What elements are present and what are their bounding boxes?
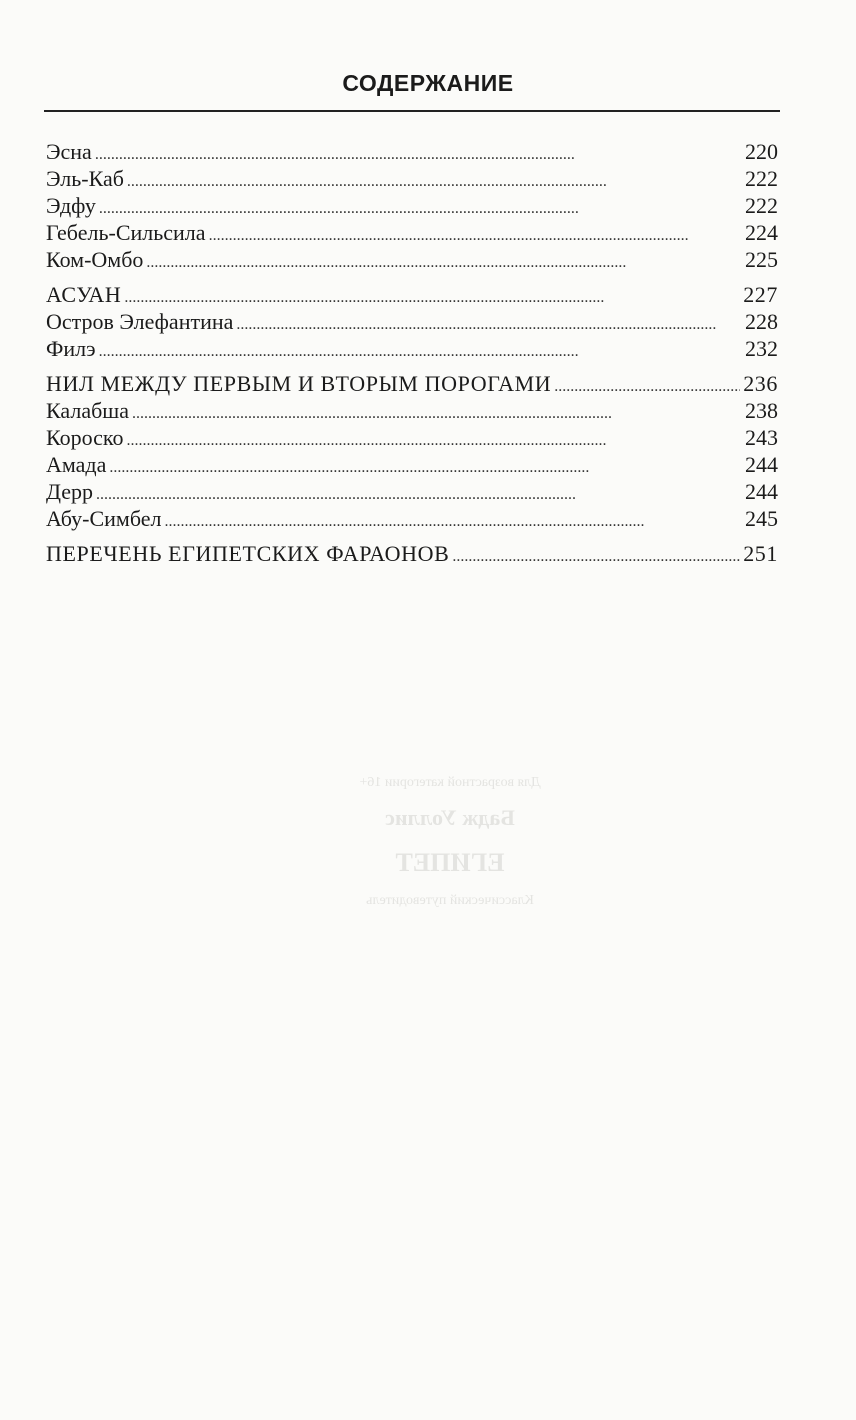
bleed-title: ЕГИПЕТ	[395, 848, 505, 878]
dot-leader	[164, 505, 742, 532]
toc-entry[interactable]	[46, 335, 778, 362]
dot-leader	[554, 370, 740, 397]
toc-entry-page: 224	[745, 220, 778, 245]
toc-entry-label: Филэ	[46, 336, 96, 361]
toc-entry[interactable]	[46, 219, 778, 246]
toc-entry-page: 244	[745, 452, 778, 477]
dot-leader	[109, 451, 742, 478]
toc-entry[interactable]	[46, 165, 778, 192]
bleed-author: Бадж Уоллис	[385, 804, 515, 830]
toc-entry-page: 228	[745, 309, 778, 334]
table-of-contents	[46, 138, 778, 575]
toc-section	[46, 540, 778, 567]
toc-entry[interactable]	[46, 424, 778, 451]
toc-entry-page: 251	[743, 541, 778, 566]
dot-leader	[209, 219, 742, 246]
toc-section	[46, 370, 778, 532]
toc-entry-label: АСУАН	[46, 282, 122, 307]
toc-chapter-entry[interactable]	[46, 281, 778, 308]
toc-chapter-entry[interactable]	[46, 540, 778, 567]
toc-entry-label: Абу-Симбел	[46, 506, 162, 531]
dot-leader	[126, 424, 742, 451]
toc-entry-page: 222	[745, 193, 778, 218]
dot-leader	[236, 308, 742, 335]
toc-entry-page: 245	[745, 506, 778, 531]
toc-section	[46, 138, 778, 273]
toc-entry-page: 236	[743, 371, 778, 396]
toc-entry-page: 227	[743, 282, 778, 307]
bleed-subtitle: Классический путеводитель	[366, 892, 534, 908]
dot-leader	[127, 165, 742, 192]
toc-entry-label: Остров Элефантина	[46, 309, 234, 334]
toc-entry-label: Гебель-Сильсила	[46, 220, 206, 245]
toc-entry-label: Короско	[46, 425, 124, 450]
toc-entry[interactable]	[46, 308, 778, 335]
toc-entry[interactable]	[46, 246, 778, 273]
toc-entry[interactable]	[46, 505, 778, 532]
bleed-age-rating: Для возрастной категории 16+	[359, 775, 541, 790]
toc-entry-page: 225	[745, 247, 778, 272]
page-title: СОДЕРЖАНИЕ	[342, 70, 514, 96]
dot-leader	[132, 397, 742, 424]
dot-leader	[99, 192, 742, 219]
toc-entry-page: 220	[745, 139, 778, 164]
toc-entry-label: Амада	[46, 452, 107, 477]
toc-entry-page: 232	[745, 336, 778, 361]
toc-entry[interactable]	[46, 451, 778, 478]
toc-entry-label: ПЕРЕЧЕНЬ ЕГИПЕТСКИХ ФАРАОНОВ	[46, 541, 450, 566]
toc-entry-label: Ком-Омбо	[46, 247, 144, 272]
toc-entry-label: Дерр	[46, 479, 94, 504]
toc-entry[interactable]	[46, 138, 778, 165]
reverse-page-bleed-through	[150, 770, 750, 914]
dot-leader	[96, 478, 742, 505]
toc-entry-page: 222	[745, 166, 778, 191]
toc-entry-page: 243	[745, 425, 778, 450]
toc-entry-page: 244	[745, 479, 778, 504]
dot-leader	[146, 246, 742, 273]
dot-leader	[95, 138, 742, 165]
toc-entry-label: Эсна	[46, 139, 92, 164]
toc-chapter-entry[interactable]	[46, 370, 778, 397]
toc-entry[interactable]	[46, 397, 778, 424]
dot-leader	[99, 335, 742, 362]
toc-entry-label: Эль-Каб	[46, 166, 124, 191]
dot-leader	[452, 540, 740, 567]
toc-entry-label: Эдфу	[46, 193, 96, 218]
toc-section	[46, 281, 778, 362]
header-divider	[44, 110, 780, 112]
dot-leader	[124, 281, 740, 308]
toc-entry[interactable]	[46, 192, 778, 219]
toc-entry[interactable]	[46, 478, 778, 505]
toc-entry-label: Калабша	[46, 398, 129, 423]
toc-entry-label: НИЛ МЕЖДУ ПЕРВЫМ И ВТОРЫМ ПОРОГАМИ	[46, 371, 552, 396]
toc-entry-page: 238	[745, 398, 778, 423]
